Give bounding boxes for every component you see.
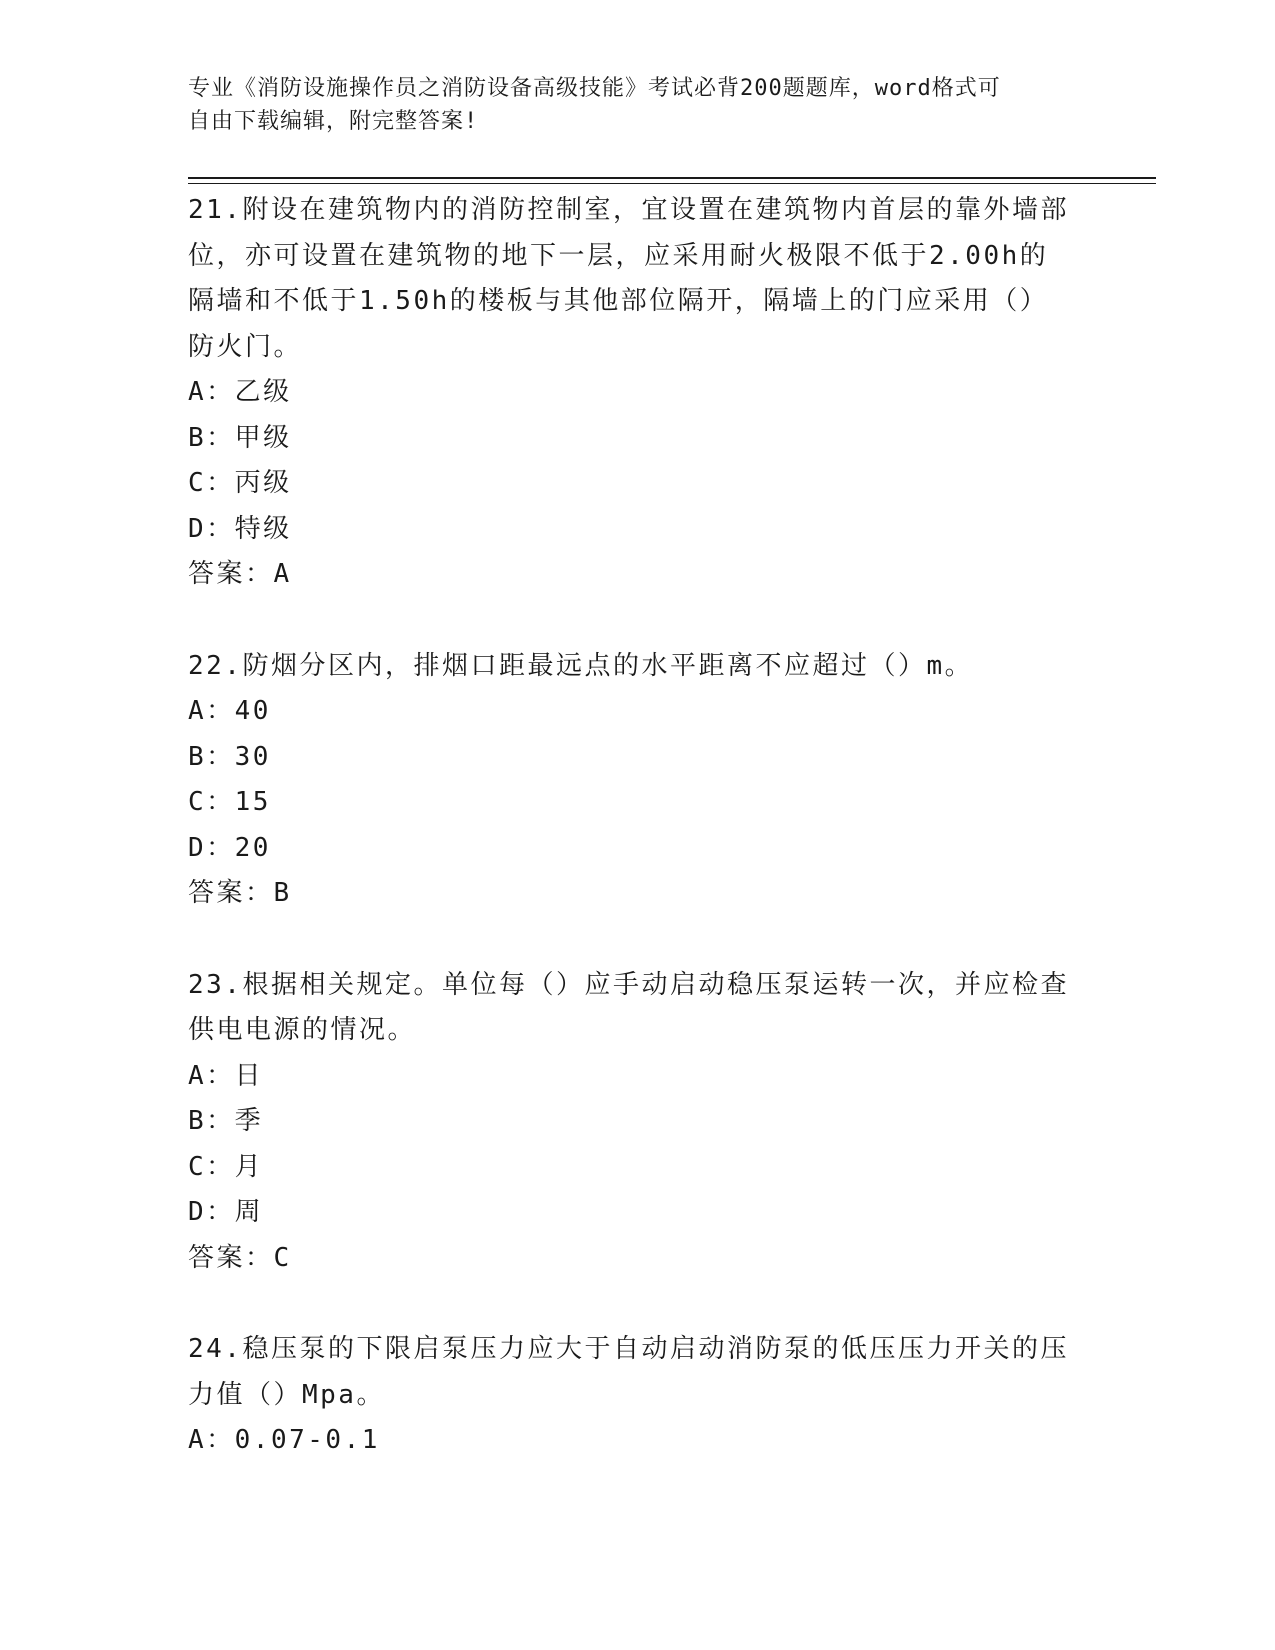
question-21 [188,188,1088,598]
question-text-line: 供电电源的情况。 [188,1015,417,1045]
option-c: C：月 [188,1151,264,1182]
option-c: C：15 [188,787,271,817]
question-23 [188,963,1088,1282]
header-divider-thick [188,177,1156,179]
option-a: A：0.07-0.1 [188,1425,380,1455]
option-b: B：甲级 [188,422,292,453]
answer-line: 答案：B [188,878,292,908]
question-text-line: 隔墙和不低于1.50h的楼板与其他部位隔开，隔墙上的门应采用（） [188,286,1049,316]
header-divider-thin [188,183,1156,184]
question-text-line: 21.附设在建筑物内的消防控制室，宜设置在建筑物内首层的靠外墙部 [188,195,1069,225]
option-d: D：特级 [188,513,292,544]
option-c: C：丙级 [188,468,292,498]
question-text-line: 22.防烟分区内，排烟口距最远点的水平距离不应超过（）m。 [188,650,974,681]
option-a: A：日 [188,1060,264,1091]
answer-line: 答案：C [188,1242,292,1273]
question-text-line: 24.稳压泵的下限启泵压力应大于自动启动消防泵的低压压力开关的压 [188,1334,1069,1364]
option-d: D：20 [188,832,271,863]
question-text-line: 23.根据相关规定。单位每（）应手动启动稳压泵运转一次，并应检查 [188,969,1069,1000]
option-d: D：周 [188,1197,264,1227]
option-a: A：乙级 [188,377,292,407]
option-a: A：40 [188,696,271,726]
question-24 [188,1327,1088,1464]
question-22 [188,644,1088,917]
option-b: B：季 [188,1106,264,1136]
answer-line: 答案：A [188,559,292,589]
question-list [188,188,1088,1510]
header-line-2: 自由下载编辑，附完整答案! [188,109,479,134]
question-text-line: 防火门。 [188,331,303,362]
question-text-line: 位，亦可设置在建筑物的地下一层，应采用耐火极限不低于2.00h的 [188,240,1049,271]
document-header [188,72,1068,138]
option-b: B：30 [188,741,271,772]
question-text-line: 力值（）Mpa。 [188,1379,385,1410]
header-line-1: 专业《消防设施操作员之消防设备高级技能》考试必背200题题库，word格式可 [188,76,1001,101]
